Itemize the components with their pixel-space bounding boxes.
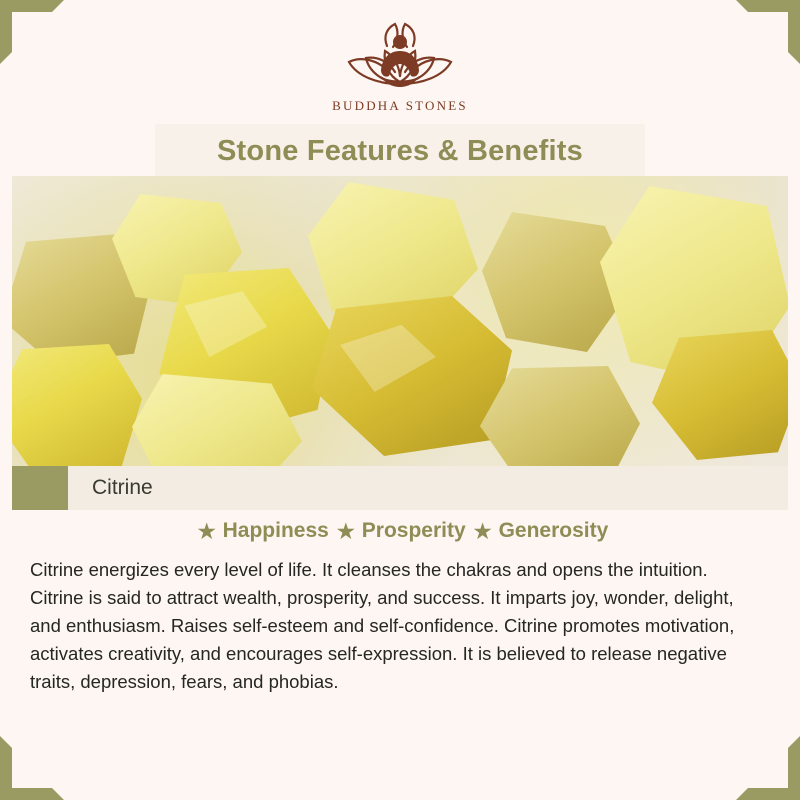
keyword-item	[331, 519, 466, 544]
keyword-item	[468, 519, 609, 544]
keyword-label: Generosity	[498, 519, 609, 542]
keyword-list	[12, 510, 788, 552]
stone-facet	[340, 325, 436, 392]
title-band	[155, 124, 645, 178]
stone-facet	[184, 291, 267, 357]
star-icon: ★	[197, 520, 216, 543]
lotus-meditation-icon	[325, 18, 475, 96]
stone-name: Citrine	[92, 476, 153, 499]
color-swatch	[12, 466, 68, 510]
citrine-stones-photo	[12, 176, 788, 466]
keyword-label: Happiness	[222, 519, 329, 542]
stone-name-bar	[12, 466, 788, 510]
star-icon: ★	[473, 520, 492, 543]
keyword-label: Prosperity	[361, 519, 466, 542]
page-title: Stone Features & Benefits	[217, 134, 583, 167]
brand-name: BUDDHA STONES	[332, 98, 468, 113]
brand-logo	[0, 18, 800, 114]
keyword-item	[192, 519, 329, 544]
stone-description: Citrine energizes every level of life. It cleanses the chakras and opens the intuition. Citrine is said to attract wealth, prosperity, and success. It imparts joy, wonder, delight, and enthusiasm. Raises self-esteem and self-confidence. Citrine promotes motivation, activates creativity, and encourages self-expression. It is believed to release negative traits, depression, fears, and phobias.	[30, 559, 735, 693]
star-icon: ★	[336, 520, 355, 543]
